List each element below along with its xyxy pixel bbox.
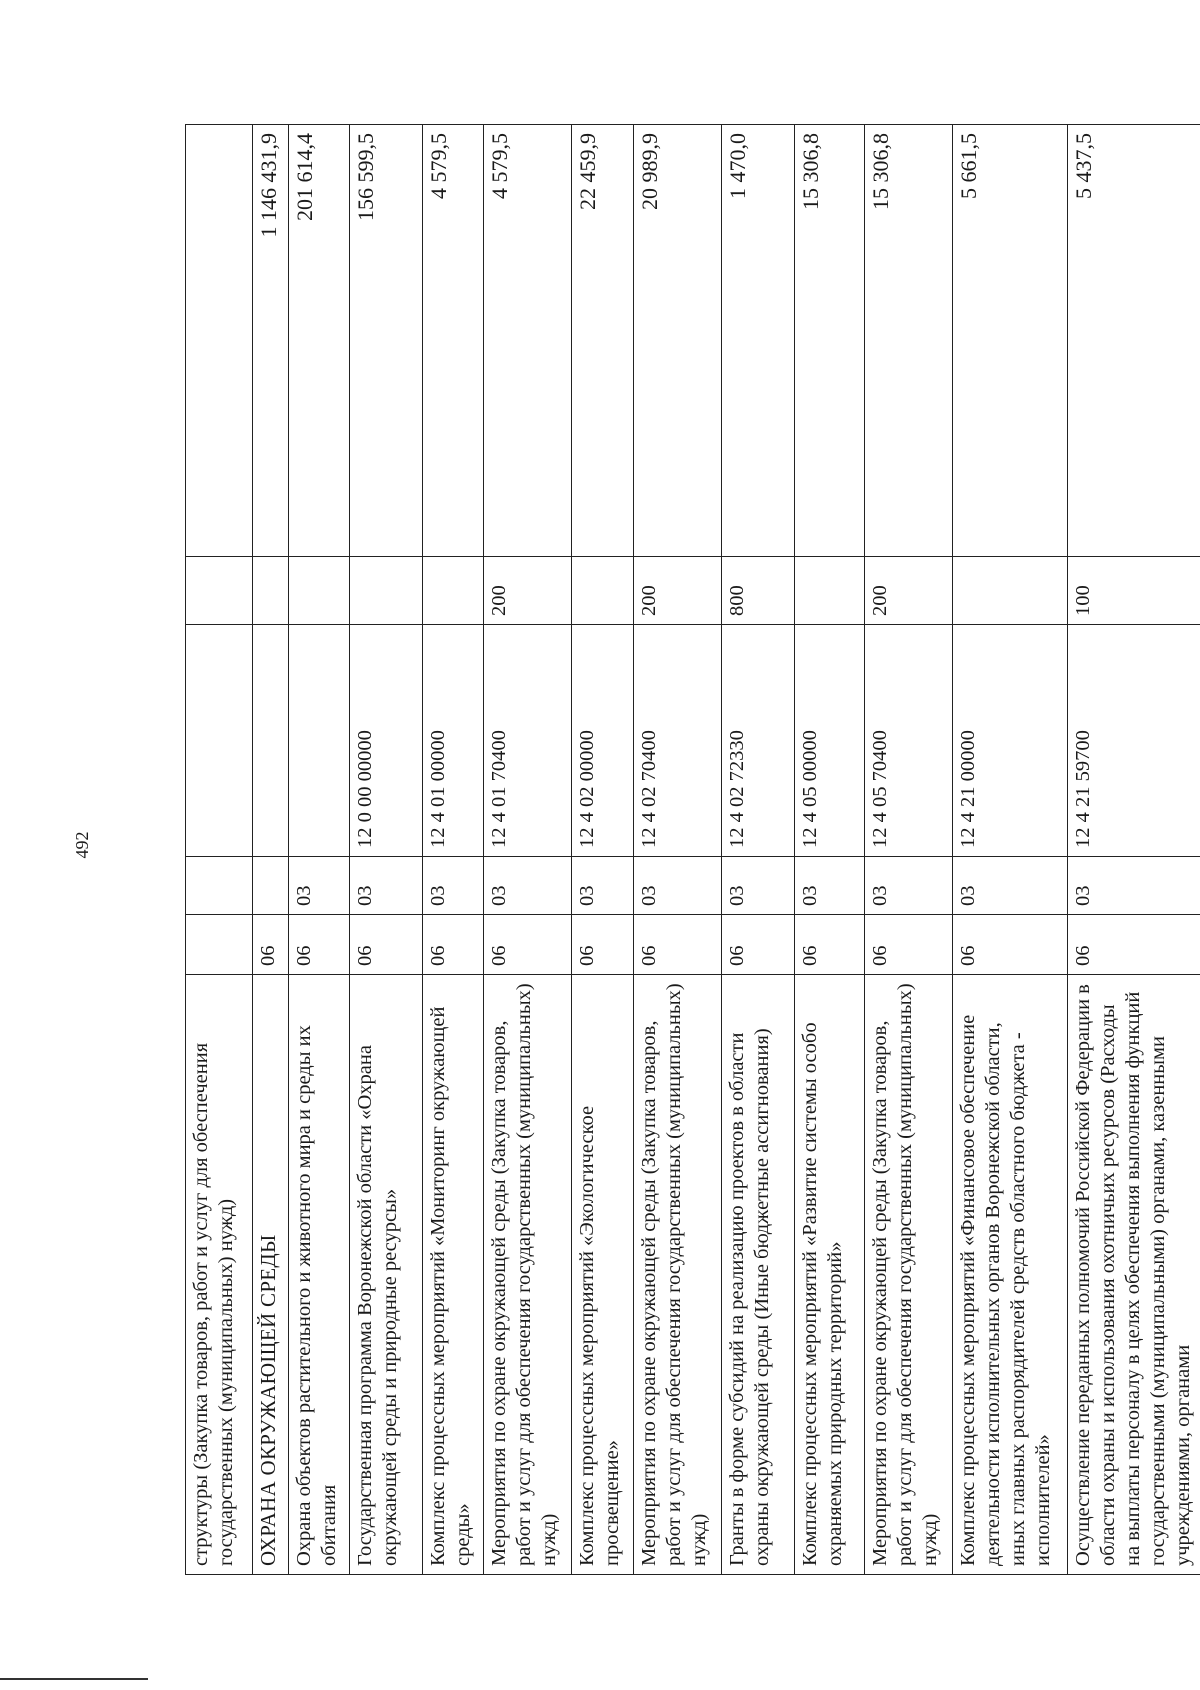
section-code: 06 [484, 915, 572, 975]
table-row [865, 125, 953, 1575]
amount: 1 470,0 [721, 125, 794, 557]
section-code [186, 915, 253, 975]
expense-type-code: 800 [721, 557, 794, 625]
row-name: структуры (Закупка товаров, работ и услуг для обеспечения государственных (муниципальных) нужд) [186, 975, 253, 1575]
row-name: Мероприятия по охране окружающей среды (Закупка товаров, работ и услуг для обеспечения государственных (муниципальных) нужд) [633, 975, 721, 1575]
subsection-code [252, 857, 288, 915]
expense-type-code [252, 557, 288, 625]
table-row [186, 125, 253, 1575]
table-row [350, 125, 423, 1575]
amount: 5 661,5 [953, 125, 1068, 557]
expense-type-code [953, 557, 1068, 625]
subsection-code: 03 [794, 857, 865, 915]
expense-type-code: 200 [865, 557, 953, 625]
amount: 4 579,5 [423, 125, 484, 557]
expense-type-code [572, 557, 633, 625]
amount: 22 459,9 [572, 125, 633, 557]
target-article-code: 12 4 02 72330 [721, 625, 794, 857]
target-article-code [186, 625, 253, 857]
subsection-code: 03 [1068, 857, 1200, 915]
row-name: Мероприятия по охране окружающей среды (Закупка товаров, работ и услуг для обеспечения государственных (муниципальных) нужд) [484, 975, 572, 1575]
amount: 156 599,5 [350, 125, 423, 557]
section-code: 06 [289, 915, 350, 975]
expense-type-code [289, 557, 350, 625]
subsection-code: 03 [721, 857, 794, 915]
section-code: 06 [953, 915, 1068, 975]
section-code: 06 [721, 915, 794, 975]
amount [186, 125, 253, 557]
table-row [953, 125, 1068, 1575]
subsection-code: 03 [423, 857, 484, 915]
table-row [794, 125, 865, 1575]
subsection-code: 03 [289, 857, 350, 915]
target-article-code: 12 4 05 00000 [794, 625, 865, 857]
target-article-code: 12 4 02 00000 [572, 625, 633, 857]
section-code: 06 [1068, 915, 1200, 975]
row-name: Комплекс процессных мероприятий «Финансовое обеспечение деятельности исполнительных органов Воронежской области, иных главных распорядителей средств областного бюджета - исполнителей» [953, 975, 1068, 1575]
amount: 15 306,8 [794, 125, 865, 557]
expense-type-code [350, 557, 423, 625]
amount: 5 437,5 [1068, 125, 1200, 557]
section-code: 06 [572, 915, 633, 975]
target-article-code: 12 4 02 70400 [633, 625, 721, 857]
row-name: Мероприятия по охране окружающей среды (Закупка товаров, работ и услуг для обеспечения государственных (муниципальных) нужд) [865, 975, 953, 1575]
target-article-code: 12 4 01 70400 [484, 625, 572, 857]
table-row [289, 125, 350, 1575]
section-code: 06 [794, 915, 865, 975]
row-name: Осуществление переданных полномочий Российской Федерации в области охраны и использования охотничьих ресурсов (Расходы на выплаты персоналу в целях обеспечения выполнения функций государственными (муниципальными) органами, казенными учреждениями, органами [1068, 975, 1200, 1575]
amount: 20 989,9 [633, 125, 721, 557]
subsection-code: 03 [953, 857, 1068, 915]
subsection-code: 03 [633, 857, 721, 915]
section-code: 06 [350, 915, 423, 975]
table-row [252, 125, 288, 1575]
row-name: Комплекс процессных мероприятий «Развитие системы особо охраняемых природных территорий» [794, 975, 865, 1575]
table-row [633, 125, 721, 1575]
table-row [484, 125, 572, 1575]
budget-table [185, 124, 1200, 1575]
expense-type-code: 200 [484, 557, 572, 625]
table-row [721, 125, 794, 1575]
budget-table-body [186, 125, 1200, 1575]
row-name: ОХРАНА ОКРУЖАЮЩЕЙ СРЕДЫ [252, 975, 288, 1575]
expense-type-code [186, 557, 253, 625]
subsection-code [186, 857, 253, 915]
subsection-code: 03 [350, 857, 423, 915]
target-article-code: 12 4 21 00000 [953, 625, 1068, 857]
section-code: 06 [252, 915, 288, 975]
expense-type-code: 100 [1068, 557, 1200, 625]
amount: 15 306,8 [865, 125, 953, 557]
amount: 4 579,5 [484, 125, 572, 557]
table-row [1068, 125, 1200, 1575]
row-name: Охрана объектов растительного и животного мира и среды их обитания [289, 975, 350, 1575]
target-article-code [289, 625, 350, 857]
row-name: Государственная программа Воронежской области «Охрана окружающей среды и природные ресурсы» [350, 975, 423, 1575]
table-row [572, 125, 633, 1575]
subsection-code: 03 [865, 857, 953, 915]
section-code: 06 [633, 915, 721, 975]
target-article-code: 12 4 01 00000 [423, 625, 484, 857]
target-article-code [252, 625, 288, 857]
expense-type-code: 200 [633, 557, 721, 625]
target-article-code: 12 0 00 00000 [350, 625, 423, 857]
expense-type-code [423, 557, 484, 625]
table-row [423, 125, 484, 1575]
page-number: 492 [72, 831, 92, 859]
target-article-code: 12 4 05 70400 [865, 625, 953, 857]
row-name: Комплекс процессных мероприятий «Экологическое просвещение» [572, 975, 633, 1575]
target-article-code: 12 4 21 59700 [1068, 625, 1200, 857]
rotated-page-content [185, 125, 1200, 1575]
subsection-code: 03 [484, 857, 572, 915]
footer-rule [0, 1678, 148, 1680]
section-code: 06 [423, 915, 484, 975]
expense-type-code [794, 557, 865, 625]
amount: 201 614,4 [289, 125, 350, 557]
section-code: 06 [865, 915, 953, 975]
row-name: Гранты в форме субсидий на реализацию проектов в области охраны окружающей среды (Иные бюджетные ассигнования) [721, 975, 794, 1575]
subsection-code: 03 [572, 857, 633, 915]
row-name: Комплекс процессных мероприятий «Мониторинг окружающей среды» [423, 975, 484, 1575]
amount: 1 146 431,9 [252, 125, 288, 557]
